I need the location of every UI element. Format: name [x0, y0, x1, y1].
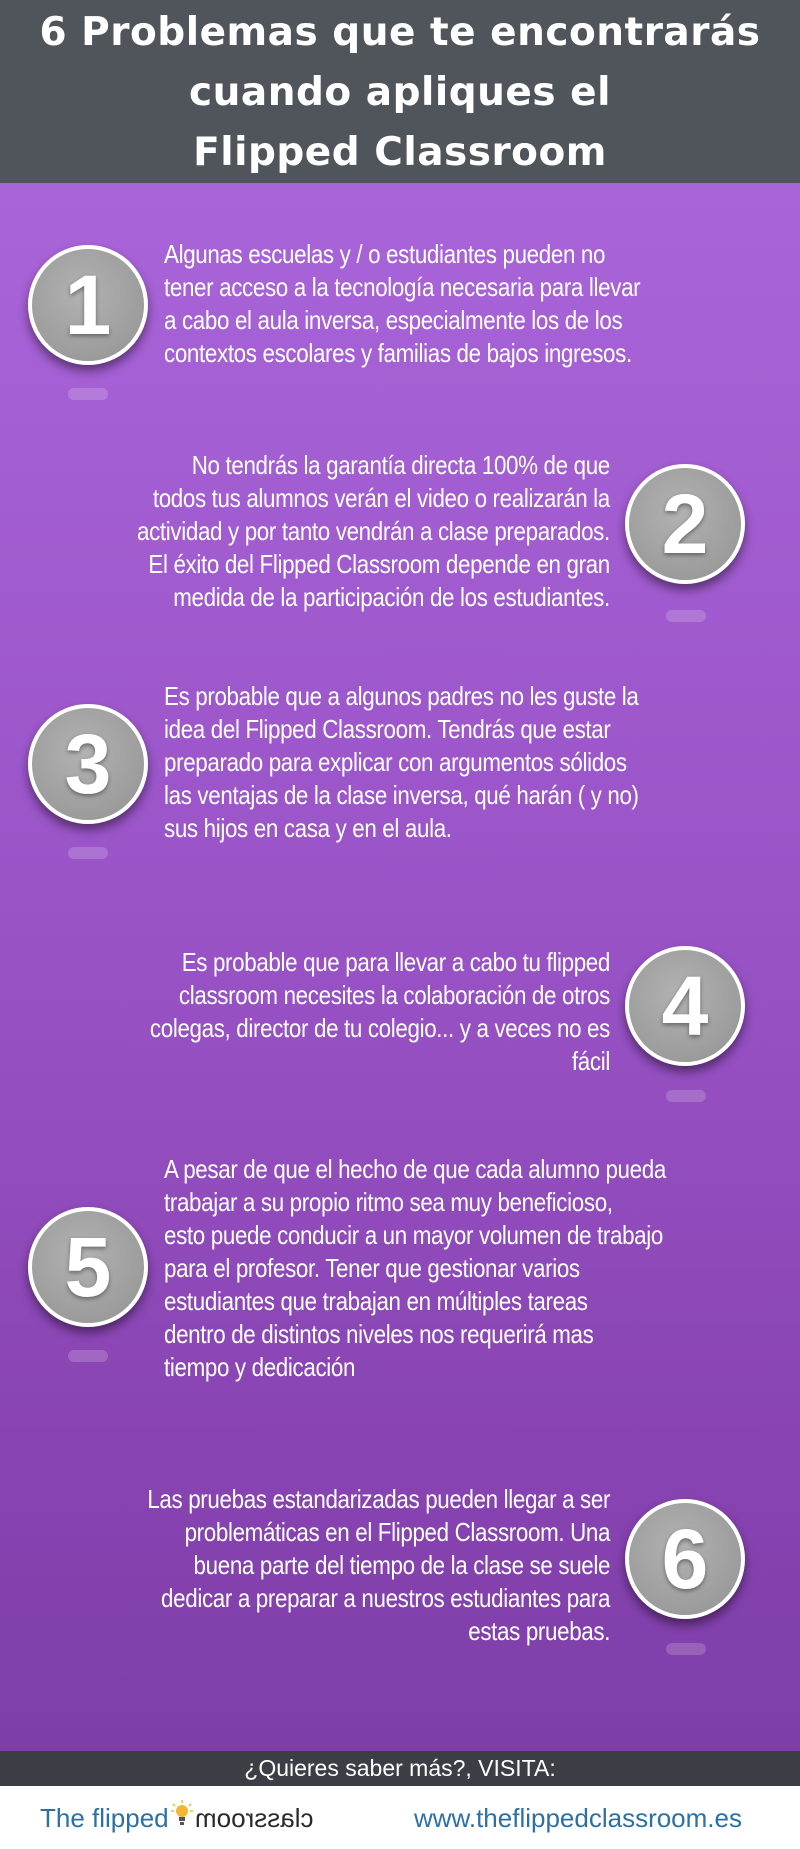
title-line-2: cuando apliques el: [189, 70, 611, 115]
problem-text-4: Es probable que para llevar a cabo tu flipped classroom necesites la colaboración de otros colegas, director de tu colegio... y a veces no es fácil: [149, 947, 610, 1076]
number-badge-6: 6: [625, 1499, 745, 1619]
problem-text-3: Es probable que a algunos padres no les guste la idea del Flipped Classroom. Tendrás que estar preparado para explicar con argumentos sólidos las ventajas de la clase inversa, qué harán ( y no) sus hijos en casa y en el aula.: [164, 681, 639, 843]
logo-prefix: The flipped: [40, 1803, 169, 1833]
title-line-1: 6 Problemas que te encontrarás: [39, 10, 761, 55]
visit-banner: ¿Quieres saber más?, VISITA:: [0, 1751, 800, 1786]
badge-reflection: [666, 1090, 706, 1102]
number-badge-5: 5: [28, 1207, 148, 1327]
number-badge-2: 2: [625, 464, 745, 584]
title-line-3: Flipped Classroom: [193, 130, 607, 175]
footer: [0, 1786, 800, 1849]
problem-text-2: No tendrás la garantía directa 100% de que todos tus alumnos verán el video o realizarán la actividad y por tanto vendrán a clase preparados. El éxito del Flipped Classroom depende en gran medida de la participación de los estudiantes.: [137, 450, 610, 612]
number-badge-1: 1: [28, 245, 148, 365]
problem-text-6: Las pruebas estandarizadas pueden llegar a ser problemáticas en el Flipped Classroom. Una buena parte del tiempo de la clase se suele dedicar a preparar a nuestros estudiantes para estas pruebas.: [147, 1484, 611, 1646]
badge-reflection: [68, 388, 108, 400]
page-title: [0, 0, 800, 183]
website-link[interactable]: www.theflippedclassroom.es: [413, 1803, 742, 1833]
number-badge-4: 4: [625, 946, 745, 1066]
problems-panel: [0, 183, 800, 1751]
problem-text-1: Algunas escuelas y / o estudiantes pueden no tener acceso a la tecnología necesaria para llevar a cabo el aula inversa, especialmente los de los contextos escolares y familias de bajos ingresos.: [164, 239, 641, 368]
badge-reflection: [666, 1643, 706, 1655]
lightbulb-icon: [171, 1800, 193, 1830]
badge-reflection: [68, 1350, 108, 1362]
logo-mirrored-word: classroom: [194, 1803, 314, 1833]
number-badge-3: 3: [28, 704, 148, 824]
badge-reflection: [666, 610, 706, 622]
badge-reflection: [68, 847, 108, 859]
site-logo[interactable]: [40, 1800, 313, 1836]
problem-text-5: A pesar de que el hecho de que cada alumno pueda trabajar a su propio ritmo sea muy beneficioso, esto puede conducir a un mayor volumen de trabajo para el profesor. Tener que gestionar varios estudiantes que trabajan en múltiples tareas dentro de distintos niveles nos requerirá mas tiempo y dedicación: [164, 1154, 666, 1382]
